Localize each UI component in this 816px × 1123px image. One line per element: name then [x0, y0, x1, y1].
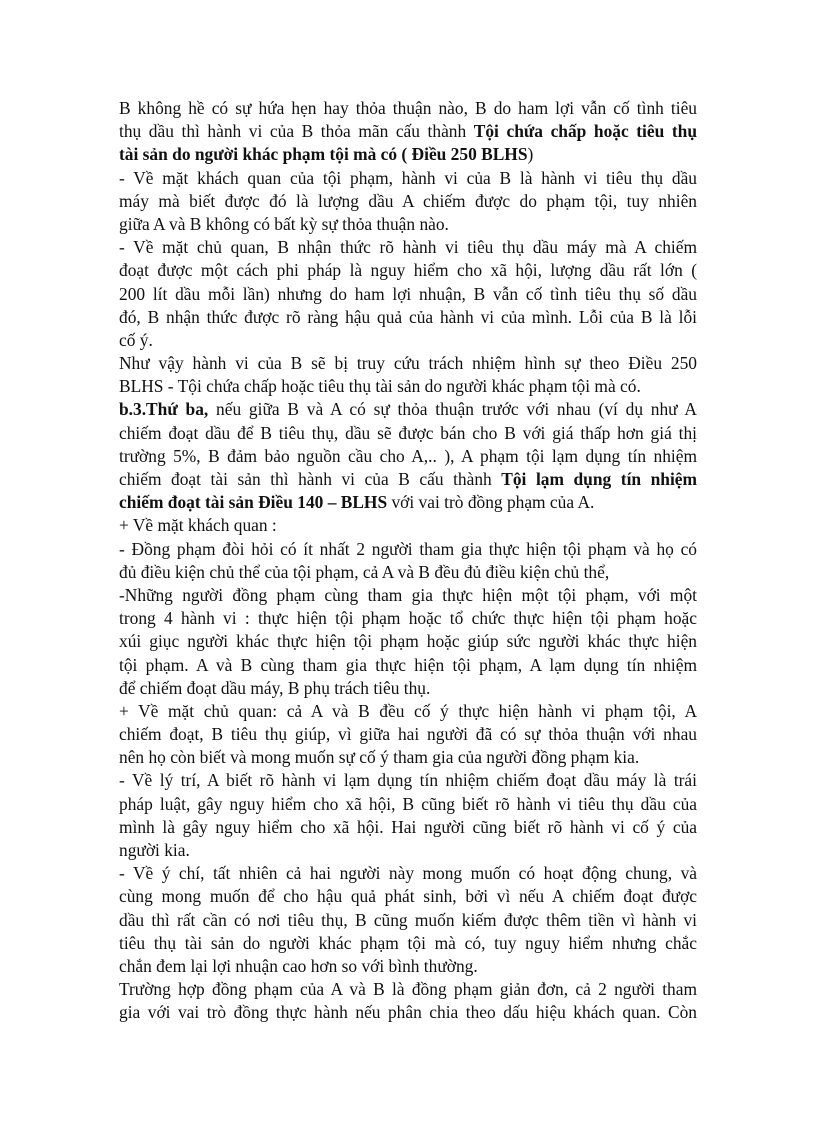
text-line: [119, 723, 697, 746]
text-run: tội phạm. A và B cùng tham gia thực hiện tội phạm, A lạm dụng tín nhiệm: [119, 654, 697, 675]
text-run: mình là gây nguy hiểm cho xã hội. Hai người cũng biết rõ hành vi cố ý của: [119, 816, 697, 837]
text-run: trong 4 hành vi : thực hiện tội phạm hoặc tổ chức thực hiện tội phạm hoặc: [119, 608, 697, 629]
text-line: [119, 955, 697, 978]
text-run: + Về mặt chủ quan: cả A và B đều cố ý thực hiện hành vi phạm tội, A: [119, 700, 697, 721]
text-run: chiếm đoạt tài sản thì hành vi của B cấu thành: [119, 469, 502, 489]
text-run: chiếm đoạt, B tiêu thụ giúp, vì giữa hai người đã có sự thỏa thuận với nhau: [119, 724, 697, 745]
text-run: nên họ còn biết và mong muốn sự cố ý tham gia của người đồng phạm kia.: [119, 747, 640, 768]
text-run: đoạt được một cách phi pháp là nguy hiểm cho xã hội, lượng dầu rất lớn (: [119, 260, 697, 281]
text-line: [119, 422, 697, 445]
text-line: [119, 352, 697, 375]
text-run: với vai trò đồng phạm của A.: [387, 492, 595, 513]
text-line: [119, 167, 697, 190]
text-run: - Về lý trí, A biết rõ hành vi lạm dụng tín nhiệm chiếm đoạt dầu máy là trái: [119, 770, 697, 791]
text-run: đó, B nhận thức được rõ ràng hậu quả của hành vi của mình. Lỗi của B là lỗi: [119, 306, 697, 327]
text-run: Như vậy hành vi của B sẽ bị truy cứu trách nhiệm hình sự theo Điều 250: [119, 353, 697, 374]
text-line: [119, 630, 697, 653]
text-line: [119, 607, 697, 630]
text-line: [119, 839, 697, 862]
text-run: ): [527, 144, 534, 165]
text-line: [119, 932, 697, 955]
text-run: + Về mặt khách quan :: [119, 515, 277, 536]
text-line: [119, 306, 697, 329]
text-line: [119, 283, 697, 306]
text-run: người kia.: [119, 840, 190, 860]
text-run: -Những người đồng phạm cùng tham gia thực hiện một tội phạm, với một: [119, 584, 697, 605]
text-run: máy mà biết được đó là lượng dầu A chiếm được do phạm tội, tuy nhiên: [119, 190, 697, 211]
bold-text-run: b.3.Thứ ba,: [119, 399, 209, 420]
text-run: Trường hợp đồng phạm của A và B là đồng phạm giản đơn, cả 2 người tham: [119, 979, 697, 1000]
bold-text-run: Tội chứa chấp hoặc tiêu thụ: [473, 121, 697, 142]
text-line: [119, 97, 697, 120]
text-run: đủ điều kiện chủ thể của tội phạm, cả A và B đều đủ điều kiện chủ thể,: [119, 561, 610, 582]
text-run: chiếm đoạt dầu để B tiêu thụ, dầu sẽ được bán cho B với giá thấp hơn giá thị: [119, 422, 697, 443]
text-line: [119, 491, 697, 514]
text-line: [119, 143, 697, 166]
bold-text-run: tài sản do người khác phạm tội mà có ( Điều 250 BLHS: [119, 144, 528, 165]
text-run: nếu giữa B và A có sự thỏa thuận trước với nhau (ví dụ như A: [208, 399, 697, 420]
text-line: [119, 468, 697, 491]
text-line: [119, 793, 697, 816]
text-line: [119, 514, 697, 537]
text-line: [119, 816, 697, 839]
text-line: [119, 538, 697, 561]
text-line: [119, 746, 697, 769]
text-run: - Về mặt chủ quan, B nhận thức rõ hành vi tiêu thụ dầu máy mà A chiếm: [119, 237, 697, 258]
text-line: [119, 584, 697, 607]
bold-text-run: Tội lạm dụng tín nhiệm: [501, 469, 697, 489]
text-run: để chiếm đoạt dầu máy, B phụ trách tiêu thụ.: [119, 677, 431, 698]
text-line: [119, 190, 697, 213]
text-line: [119, 885, 697, 908]
text-run: tiêu thụ tài sản do người khác phạm tội mà có, tuy nguy hiểm nhưng chắc: [119, 932, 697, 953]
text-line: [119, 259, 697, 282]
text-run: cố ý.: [119, 329, 153, 350]
text-run: trường 5%, B đảm bảo nguồn cầu cho A,.. ), A phạm tội lạm dụng tín nhiệm: [119, 445, 697, 466]
text-run: gia với vai trò đồng thực hành nếu phân chia theo dấu hiệu khách quan. Còn: [119, 1002, 697, 1023]
text-run: BLHS - Tội chứa chấp hoặc tiêu thụ tài sản do người khác phạm tội mà có.: [119, 376, 641, 397]
text-run: - Đồng phạm đòi hỏi có ít nhất 2 người tham gia thực hiện tội phạm và họ có: [119, 538, 697, 559]
text-run: dầu thì rất cần có nơi tiêu thụ, B cũng muốn kiếm được thêm tiền vì hành vi: [119, 909, 697, 930]
text-run: cùng mong muốn để cho hậu quả phát sinh, bởi vì nếu A chiếm đoạt được: [119, 886, 697, 907]
text-run: - Về ý chí, tất nhiên cả hai người này mong muốn có hoạt động chung, và: [119, 863, 697, 884]
text-run: thụ dầu thì hành vi của B thỏa mãn cấu thành: [119, 121, 474, 142]
text-run: chắn đem lại lợi nhuận cao hơn so với bình thường.: [119, 955, 478, 976]
text-line: [119, 120, 697, 143]
text-run: B không hề có sự hứa hẹn hay thỏa thuận nào, B do ham lợi vẫn cố tình tiêu: [119, 98, 697, 118]
text-line: [119, 375, 697, 398]
text-run: xúi giục người khác thực hiện tội phạm hoặc giúp sức người khác thực hiện: [119, 631, 697, 652]
text-line: [119, 329, 697, 352]
text-line: [119, 677, 697, 700]
text-line: [119, 654, 697, 677]
text-line: [119, 236, 697, 259]
text-line: [119, 213, 697, 236]
document-page: [119, 97, 697, 1025]
text-line: [119, 909, 697, 932]
text-run: - Về mặt khách quan của tội phạm, hành vi của B là hành vi tiêu thụ dầu: [119, 167, 697, 188]
text-line: [119, 1001, 697, 1024]
text-line: [119, 398, 697, 421]
text-line: [119, 445, 697, 468]
text-run: giữa A và B không có bất kỳ sự thỏa thuận nào.: [119, 213, 449, 234]
text-line: [119, 769, 697, 792]
text-run: 200 lít dầu mỗi lần) nhưng do ham lợi nhuận, B vẫn cố tình tiêu thụ số dầu: [119, 283, 697, 304]
bold-text-run: chiếm đoạt tài sản Điều 140 – BLHS: [119, 492, 388, 513]
text-line: [119, 700, 697, 723]
text-line: [119, 561, 697, 584]
text-line: [119, 978, 697, 1001]
text-run: pháp luật, gây nguy hiểm cho xã hội, B cũng biết rõ hành vi tiêu thụ dầu của: [119, 793, 697, 814]
text-line: [119, 862, 697, 885]
